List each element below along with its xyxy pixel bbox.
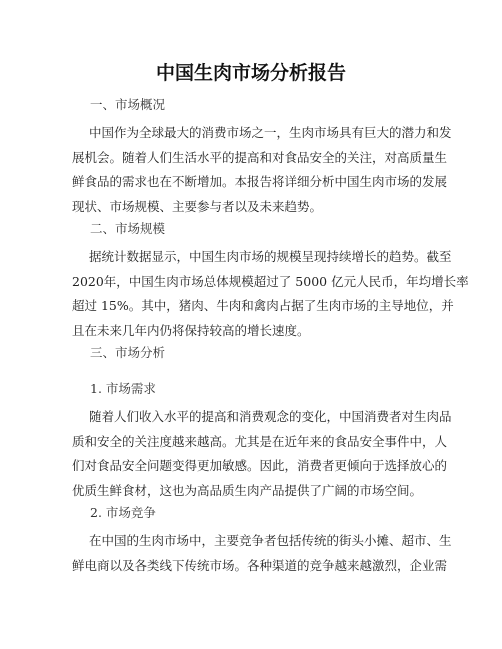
paragraph-line: 中国作为全球最大的消费市场之一，生肉市场具有巨大的潜力和发 — [89, 125, 452, 140]
paragraph-line: 据统计数据显示，中国生肉市场的规模呈现持续增长的趋势。截至 — [89, 249, 452, 264]
subsection-heading-market-competition: 2. 市场竞争 — [90, 505, 156, 520]
paragraph-line: 鲜食品的需求也在不断增加。本报告将详细分析中国生肉市场的发展 — [72, 174, 448, 189]
document-title: 中国生肉市场分析报告 — [155, 62, 346, 84]
subsection-heading-market-demand: 1. 市场需求 — [90, 381, 156, 396]
paragraph-line: 2020年，中国生肉市场总体规模超过了 5000 亿元人民币，年均增长率 — [72, 273, 469, 289]
paragraph-market-demand — [72, 405, 452, 503]
paragraph-market-competition — [72, 529, 452, 578]
paragraph-line: 随着人们收入水平的提高和消费观念的变化，中国消费者对生肉品 — [89, 409, 452, 424]
paragraph-line: 们对食品安全问题变得更加敏感。因此，消费者更倾向于选择放心的 — [72, 458, 448, 473]
paragraph-line: 现状、市场规模、主要参与者以及未来趋势。 — [72, 198, 323, 214]
section-heading-market-analysis: 三、市场分析 — [90, 345, 166, 360]
paragraph-market-overview — [72, 121, 452, 219]
paragraph-line: 且在未来几年内仍将保持较高的增长速度。 — [72, 322, 310, 338]
paragraph-line: 在中国的生肉市场中，主要竞争者包括传统的街头小摊、超市、生 — [89, 533, 452, 548]
paragraph-market-size — [72, 245, 469, 343]
paragraph-line: 优质生鲜食材，这也为高品质生肉产品提供了广阔的市场空间。 — [72, 482, 423, 498]
section-heading-market-overview: 一、市场概况 — [90, 97, 166, 112]
paragraph-line: 质和安全的关注度越来越高。尤其是在近年来的食品安全事件中，人 — [72, 433, 448, 449]
paragraph-line: 展机会。随着人们生活水平的提高和对食品安全的关注，对高质量生 — [72, 149, 448, 165]
paragraph-line: 超过 15%。其中，猪肉、牛肉和禽肉占据了生肉市场的主导地位，并 — [72, 298, 454, 313]
section-heading-market-size: 二、市场规模 — [90, 221, 166, 236]
paragraph-line: 鲜电商以及各类线下传统市场。各种渠道的竞争越来越激烈，企业需 — [72, 557, 448, 573]
